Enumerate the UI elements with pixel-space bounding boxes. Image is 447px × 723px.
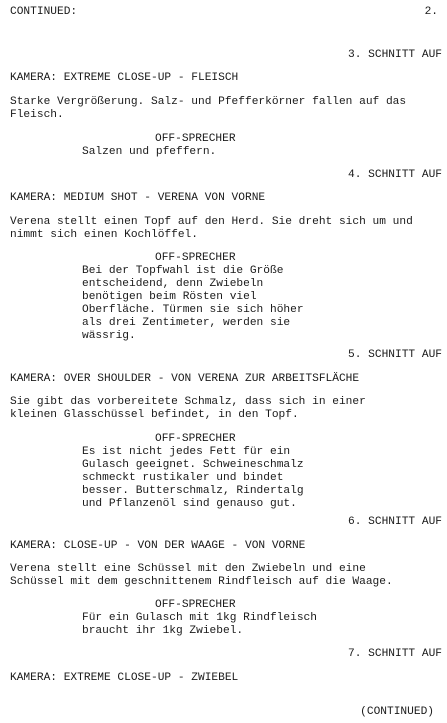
dialogue-line: Oberfläche. Türmen sie sich höher — [82, 304, 304, 316]
camera-heading-6: KAMERA: CLOSE-UP - VON DER WAAGE - VON VORNE — [10, 540, 306, 552]
dialogue-line: schmeckt rustikaler und bindet — [82, 472, 284, 484]
speaker-name: OFF-SPRECHER — [155, 252, 236, 264]
action-line: Verena stellt einen Topf auf den Herd. Sie dreht sich um und — [10, 216, 413, 228]
action-line: Verena stellt eine Schüssel mit den Zwiebeln und eine — [10, 563, 366, 575]
camera-heading-5: KAMERA: OVER SHOULDER - VON VERENA ZUR ARBEITSFLÄCHE — [10, 373, 360, 385]
transition-cut-3: 3. SCHNITT AUF — [348, 49, 442, 61]
transition-cut-5: 5. SCHNITT AUF — [348, 349, 442, 361]
dialogue-line: und Pflanzenöl sind genauso gut. — [82, 498, 297, 510]
camera-heading-3: KAMERA: EXTREME CLOSE-UP - FLEISCH — [10, 72, 239, 84]
dialogue-line: Bei der Topfwahl ist die Größe — [82, 265, 284, 277]
transition-cut-4: 4. SCHNITT AUF — [348, 169, 442, 181]
dialogue-line: benötigen beim Rösten viel — [82, 291, 257, 303]
action-line: Sie gibt das vorbereitete Schmalz, dass sich in einer — [10, 396, 366, 408]
action-line: kleinen Glasschüssel befindet, in den Topf. — [10, 409, 299, 421]
dialogue-line: Es ist nicht jedes Fett für ein — [82, 446, 291, 458]
action-line: Fleisch. — [10, 109, 64, 121]
dialogue-line: entscheidend, denn Zwiebeln — [82, 278, 264, 290]
dialogue-line: wässrig. — [82, 330, 136, 342]
continued-footer: (CONTINUED) — [360, 706, 434, 718]
action-line: Schüssel mit dem geschnittenem Rindfleisch auf die Waage. — [10, 576, 393, 588]
dialogue-line: Für ein Gulasch mit 1kg Rindfleisch — [82, 612, 317, 624]
transition-cut-6: 6. SCHNITT AUF — [348, 516, 442, 528]
speaker-name: OFF-SPRECHER — [155, 599, 236, 611]
transition-cut-7: 7. SCHNITT AUF — [348, 648, 442, 660]
dialogue-line: Gulasch geeignet. Schweineschmalz — [82, 459, 304, 471]
dialogue-line: als drei Zentimeter, werden sie — [82, 317, 291, 329]
camera-heading-4: KAMERA: MEDIUM SHOT - VERENA VON VORNE — [10, 192, 266, 204]
dialogue-line: Salzen und pfeffern. — [82, 146, 217, 158]
page-number: 2. — [424, 6, 438, 18]
dialogue-line: besser. Butterschmalz, Rindertalg — [82, 485, 304, 497]
action-line: Starke Vergrößerung. Salz- und Pfefferkörner fallen auf das — [10, 96, 407, 108]
speaker-name: OFF-SPRECHER — [155, 133, 236, 145]
action-line: nimmt sich einen Kochlöffel. — [10, 229, 198, 241]
speaker-name: OFF-SPRECHER — [155, 433, 236, 445]
dialogue-line: braucht ihr 1kg Zwiebel. — [82, 625, 244, 637]
continued-header: CONTINUED: — [10, 6, 78, 18]
camera-heading-7: KAMERA: EXTREME CLOSE-UP - ZWIEBEL — [10, 672, 239, 684]
